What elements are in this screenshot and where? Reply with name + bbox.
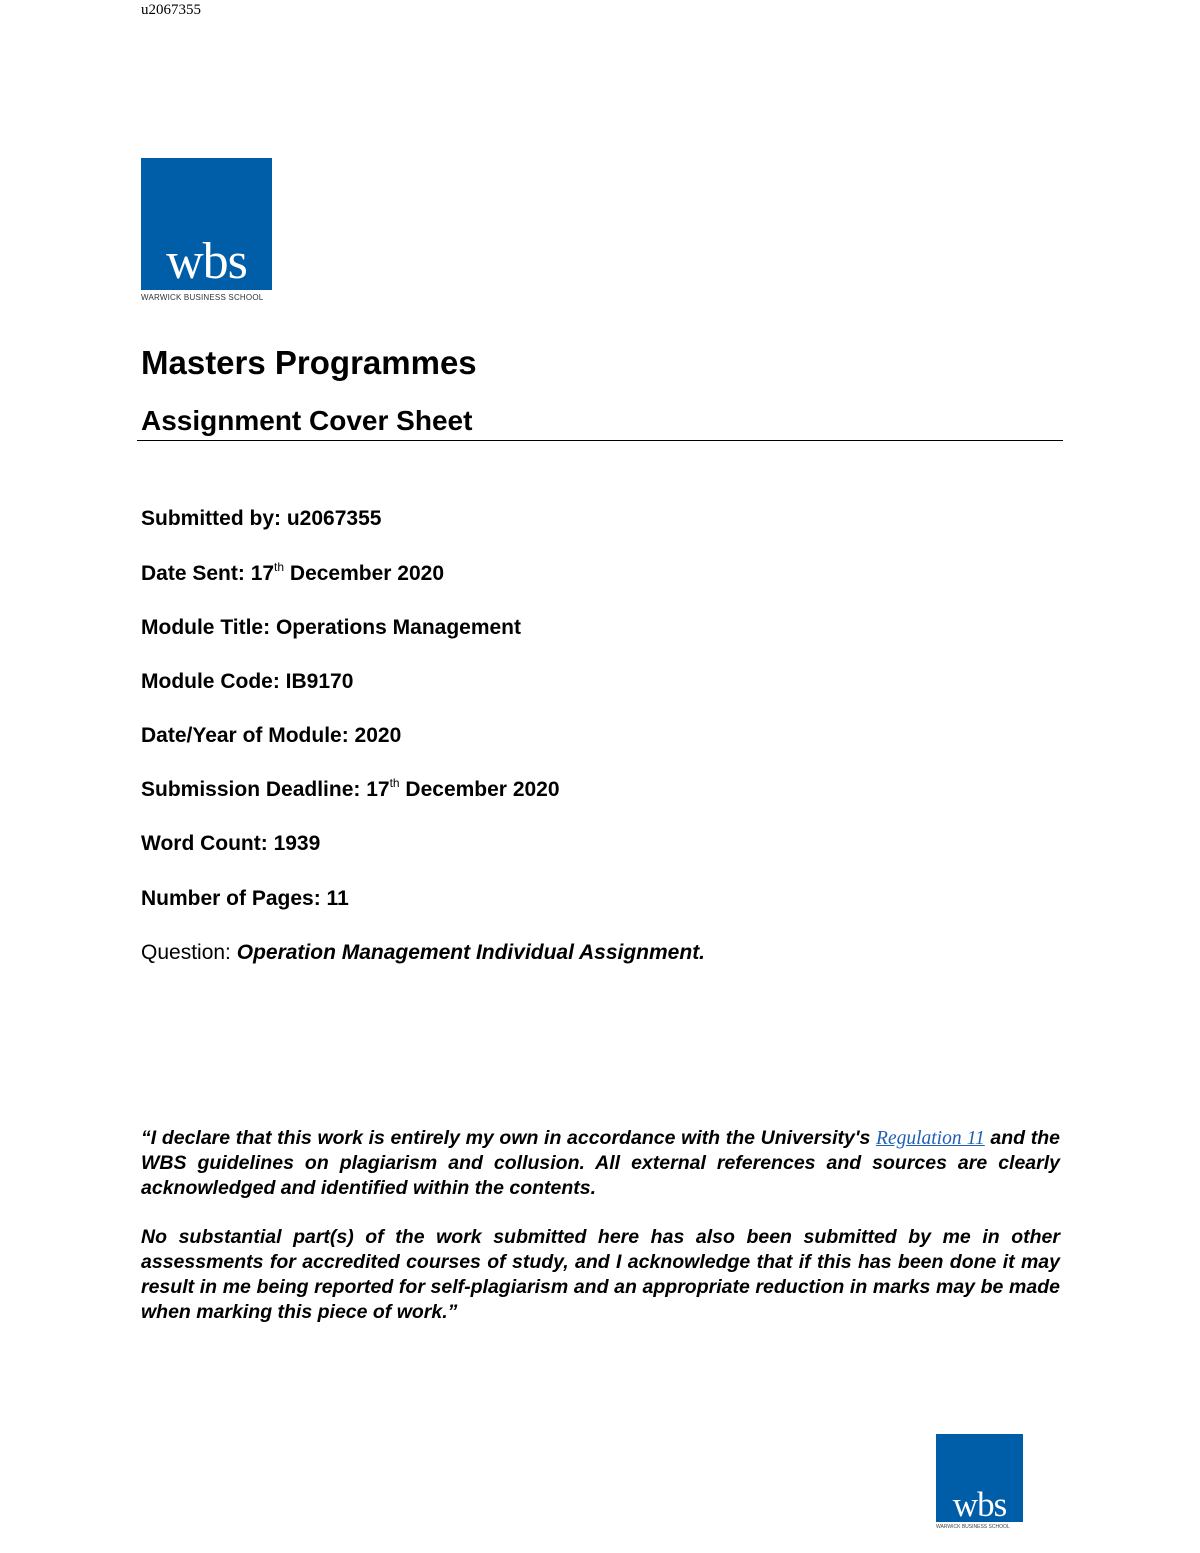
wbs-logo-footer-text: wbs — [952, 1485, 1007, 1524]
field-value: 2020 — [354, 724, 402, 747]
declaration-text-continued: and the WBS guidelines on plagiarism and collusion. All external references and sources are clearly acknowledged and identified within the contents. — [141, 1127, 1060, 1199]
field-module-code — [141, 670, 353, 694]
field-value-suffix: th — [389, 776, 400, 790]
field-module-title — [141, 616, 521, 640]
field-label: Module Title: — [141, 616, 276, 639]
field-value: u2067355 — [286, 507, 382, 530]
field-pages — [141, 887, 349, 911]
field-label: Submission Deadline: — [141, 778, 367, 801]
wbs-logo-footer — [936, 1434, 1023, 1522]
field-value-rest: December 2020 — [399, 778, 560, 801]
field-label: Question: — [141, 941, 237, 964]
header-student-id: u2067355 — [141, 2, 201, 18]
declaration-text: “I declare that this work is entirely my own in accordance with the University's — [141, 1127, 877, 1149]
field-value: IB9170 — [285, 670, 354, 693]
field-value-rest: December 2020 — [284, 562, 445, 585]
field-value-day: 17 — [250, 562, 275, 585]
wbs-logo-subtitle: WARWICK BUSINESS SCHOOL — [141, 293, 264, 302]
declaration-paragraph-2: No substantial part(s) of the work submitted here has also been submitted by me in other assessments for accredited courses of study, and I acknowledge that if this has been done it may result in me being reported for self-plagiarism and an appropriate reduction in marks may be made when marking this piece of work.” — [141, 1226, 1060, 1323]
field-label: Word Count: — [141, 832, 274, 855]
field-value: 1939 — [273, 832, 321, 855]
regulation-link[interactable]: Regulation 11 — [876, 1128, 985, 1149]
field-label: Number of Pages: — [141, 887, 327, 910]
field-submitted-by — [141, 507, 381, 531]
field-question — [141, 941, 705, 965]
declaration-paragraph-1 — [141, 1126, 1060, 1201]
field-value: 11 — [326, 887, 349, 910]
page-subtitle: Assignment Cover Sheet — [141, 405, 473, 436]
field-word-count — [141, 832, 320, 856]
field-label: Module Code: — [141, 670, 286, 693]
title-divider — [137, 440, 1063, 441]
field-date-sent — [141, 562, 444, 586]
field-date-year — [141, 724, 401, 748]
wbs-logo — [141, 158, 272, 290]
field-label: Submitted by: — [141, 507, 287, 530]
field-value-suffix: th — [274, 560, 285, 574]
wbs-logo-text: wbs — [166, 233, 247, 290]
field-value: Operations Management — [275, 616, 522, 639]
field-value-day: 17 — [366, 778, 390, 801]
page-title: Masters Programmes — [141, 344, 477, 381]
field-label: Date/Year of Module: — [141, 724, 355, 747]
field-deadline — [141, 778, 560, 802]
field-label: Date Sent: — [141, 562, 251, 585]
wbs-logo-footer-subtitle: WARWICK BUSINESS SCHOOL — [936, 1524, 1010, 1530]
field-value: Operation Management Individual Assignment. — [236, 941, 706, 964]
